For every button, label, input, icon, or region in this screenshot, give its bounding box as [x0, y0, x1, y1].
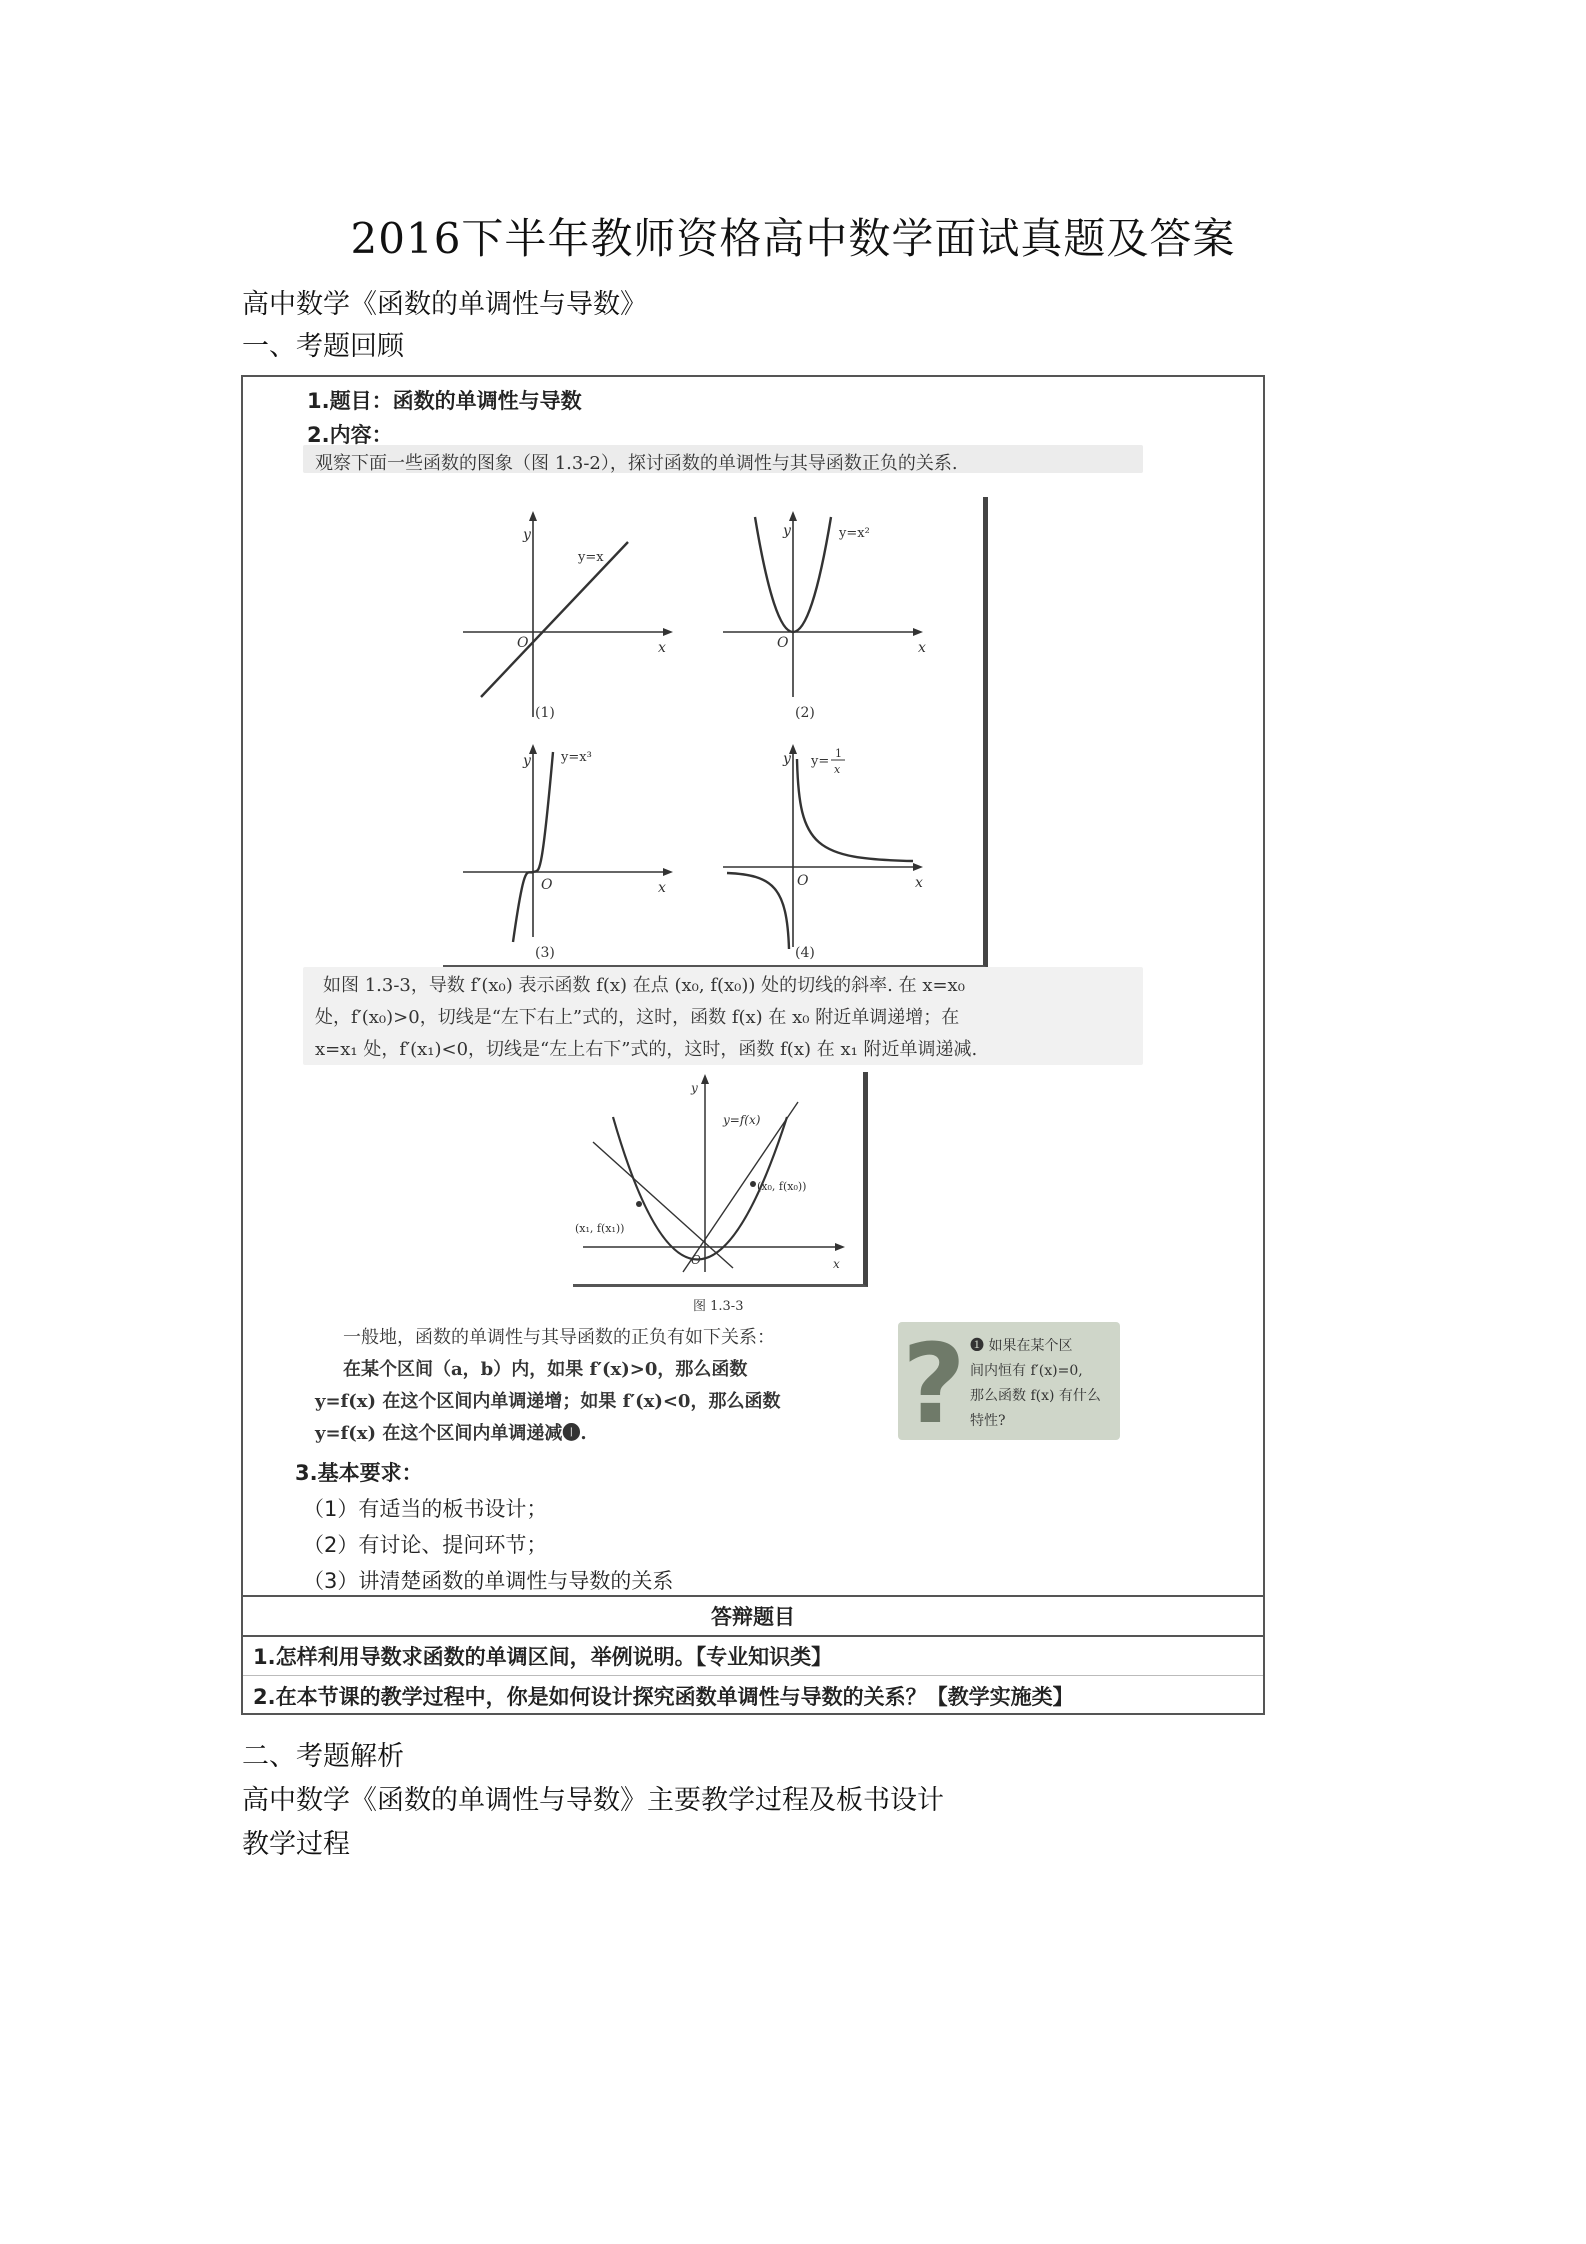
x-arrow-icon	[663, 868, 673, 876]
lesson-subtitle-2: 高中数学《函数的单调性与导数》主要教学过程及板书设计	[242, 1785, 944, 1816]
x-arrow-icon	[835, 1243, 845, 1251]
svg-text:x: x	[918, 640, 926, 656]
x-arrow-icon	[913, 628, 923, 636]
topic-line: 1.题目：函数的单调性与导数	[307, 389, 582, 413]
svg-text:y: y	[523, 753, 531, 769]
content-intro: 观察下面一些函数的图象（图 1.3-2），探讨函数的单调性与其导函数正负的关系.	[315, 453, 958, 474]
y-arrow-icon	[529, 511, 537, 521]
teaching-process-label: 教学过程	[242, 1829, 350, 1860]
para1-line2: 处，f′(x₀)>0，切线是“左下右上”式的，这时，函数 f(x) 在 x₀ 附近单调递增；在	[315, 1007, 960, 1028]
point-x0	[750, 1181, 756, 1187]
graph-panel	[443, 497, 988, 968]
hyperbola-right	[797, 759, 913, 861]
svg-text:x: x	[833, 1257, 840, 1271]
tangent-left	[593, 1142, 733, 1268]
fig-caption: 图 1.3-3	[693, 1299, 744, 1314]
graph-reciprocal	[723, 744, 923, 961]
question-2: 2.在本节课的教学过程中，你是如何设计探究函数单调性与导数的关系？【教学实施类】	[253, 1685, 1074, 1709]
table-divider	[243, 1635, 1263, 1637]
g1-caption: (1)	[535, 705, 555, 721]
tangent-figure	[573, 1072, 868, 1287]
g1-label: y=x	[578, 550, 604, 565]
svg-text:O: O	[777, 635, 789, 651]
x-arrow-icon	[913, 863, 923, 871]
requirements-label: 3.基本要求：	[295, 1461, 423, 1485]
g4-den: x	[834, 763, 841, 776]
section-heading-analysis: 二、考题解析	[242, 1741, 404, 1772]
section-heading-review: 一、考题回顾	[242, 331, 404, 362]
g2-caption: (2)	[795, 705, 815, 721]
table-divider	[243, 1595, 1263, 1597]
g4-num: 1	[835, 747, 842, 760]
axis-x-label: x	[658, 640, 666, 656]
margin-note	[898, 1320, 1120, 1448]
function-graphs	[443, 497, 983, 965]
note-line3: 那么函数 f(x) 有什么	[970, 1388, 1101, 1404]
para1-line3: x=x₁ 处，f′(x₁)<0，切线是“左上右下”式的，这时，函数 f(x) 在 x₁ 附近单调递减.	[315, 1039, 978, 1060]
graph-square	[723, 511, 926, 721]
svg-text:O: O	[541, 877, 553, 893]
g3-caption: (3)	[535, 945, 555, 961]
g2-label: y=x²	[839, 526, 870, 541]
y-arrow-icon	[701, 1074, 709, 1084]
table-divider	[243, 1675, 1263, 1676]
requirement-1: （1）有适当的板书设计；	[303, 1497, 548, 1521]
x-arrow-icon	[663, 628, 673, 636]
exam-question-box	[241, 375, 1265, 1715]
g4-label: y=	[811, 754, 830, 769]
svg-text:y: y	[783, 523, 791, 539]
g4-caption: (4)	[795, 945, 815, 961]
svg-text:y: y	[691, 1081, 698, 1095]
svg-text:x: x	[658, 880, 666, 896]
svg-text:O: O	[797, 873, 809, 889]
requirement-3: （3）讲清楚函数的单调性与导数的关系	[303, 1569, 674, 1593]
para2-line2: 在某个区间（a，b）内，如果 f′(x)>0，那么函数	[343, 1359, 748, 1380]
origin-label: O	[517, 635, 529, 651]
question-1: 1.怎样利用导数求函数的单调区间，举例说明。【专业知识类】	[253, 1645, 833, 1669]
graph-cubic	[463, 744, 673, 961]
requirement-2: （2）有讨论、提问环节；	[303, 1533, 548, 1557]
svg-text:x: x	[915, 875, 923, 891]
curve-label: y=f(x)	[723, 1113, 761, 1127]
y-arrow-icon	[789, 511, 797, 521]
lesson-subtitle: 高中数学《函数的单调性与导数》	[242, 289, 647, 320]
para2-line4: y=f(x) 在这个区间内单调递减❶.	[315, 1423, 587, 1444]
note-line1: ❶ 如果在某个区	[970, 1338, 1073, 1354]
para2-line1: 一般地，函数的单调性与其导函数的正负有如下关系：	[343, 1327, 775, 1348]
svg-text:y: y	[783, 751, 791, 767]
g3-label: y=x³	[561, 750, 592, 765]
svg-text:?: ?	[902, 1320, 966, 1448]
note-line2: 间内恒有 f′(x)=0,	[970, 1363, 1083, 1379]
para2-line3: y=f(x) 在这个区间内单调递增；如果 f′(x)<0，那么函数	[315, 1391, 781, 1412]
pt1-label: (x₁, f(x₁))	[575, 1222, 625, 1235]
question-mark-icon	[898, 1320, 968, 1448]
content-label: 2.内容：	[307, 423, 393, 447]
svg-text:O: O	[691, 1253, 701, 1267]
line-y-equals-x	[481, 542, 628, 697]
tangent-graph	[573, 1072, 863, 1284]
hyperbola-left	[727, 873, 789, 949]
note-line4: 特性?	[970, 1413, 1006, 1429]
qa-header: 答辩题目	[711, 1605, 795, 1629]
graph-linear	[463, 511, 673, 721]
pt0-label: (x₀, f(x₀))	[757, 1180, 807, 1193]
page-title: 2016下半年教师资格高中数学面试真题及答案	[350, 214, 1236, 263]
para1-line1: 如图 1.3-3，导数 f′(x₀) 表示函数 f(x) 在点 (x₀, f(x₀)) 处的切线的斜率. 在 x=x₀	[323, 975, 965, 996]
point-x1	[636, 1201, 642, 1207]
axis-y-label: y	[523, 527, 531, 543]
